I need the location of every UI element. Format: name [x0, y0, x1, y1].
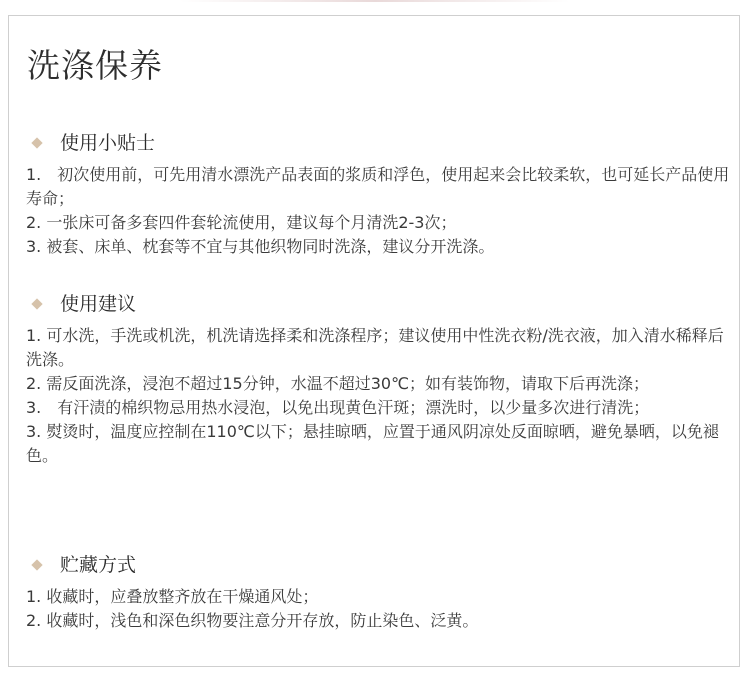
list-item: 2. 收藏时，浅色和深色织物要注意分开存放，防止染色、泛黄。 [26, 611, 479, 630]
section-title: 使用建议 [60, 293, 137, 315]
list-item: 3. 被套、床单、枕套等不宜与其他织物同时洗涤，建议分开洗涤。 [26, 237, 495, 256]
diamond-bullet-icon [31, 298, 42, 309]
care-instructions-card [8, 15, 740, 667]
diamond-bullet-icon [31, 137, 42, 148]
list-item: 1. 可水洗，手洗或机洗，机洗请选择柔和洗涤程序；建议使用中性洗衣粉/洗衣液，加入清水稀释后洗涤。 [26, 326, 724, 369]
section-title: 贮藏方式 [60, 554, 137, 576]
section-title: 使用小贴士 [60, 132, 156, 154]
list-item: 2. 需反面洗涤，浸泡不超过15分钟，水温不超过30℃；如有装饰物，请取下后再洗涤； [26, 374, 650, 393]
diamond-bullet-icon [31, 559, 42, 570]
list-item: 1. 收藏时，应叠放整齐放在干燥通风处； [26, 587, 319, 606]
list-item: 2. 一张床可备多套四件套轮流使用，建议每个月清洗2-3次； [26, 213, 457, 232]
section-storage [26, 551, 731, 633]
list-item: 1. 初次使用前，可先用清水漂洗产品表面的浆质和浮色，使用起来会比较柔软，也可延长产品使用寿命； [26, 165, 730, 208]
list-item: 3. 熨烫时，温度应控制在110℃以下；悬挂晾晒，应置于通风阴凉处反面晾晒，避免暴晒，以免褪色。 [26, 422, 719, 465]
section-usage-tips [26, 129, 731, 259]
section-usage-advice [26, 290, 731, 468]
page-title: 洗涤保养 [27, 46, 163, 85]
list-item: 3. 有汗渍的棉织物忌用热水浸泡，以免出现黄色汗斑；漂洗时，以少量多次进行清洗； [26, 398, 650, 417]
top-decorative-line [180, 0, 570, 2]
